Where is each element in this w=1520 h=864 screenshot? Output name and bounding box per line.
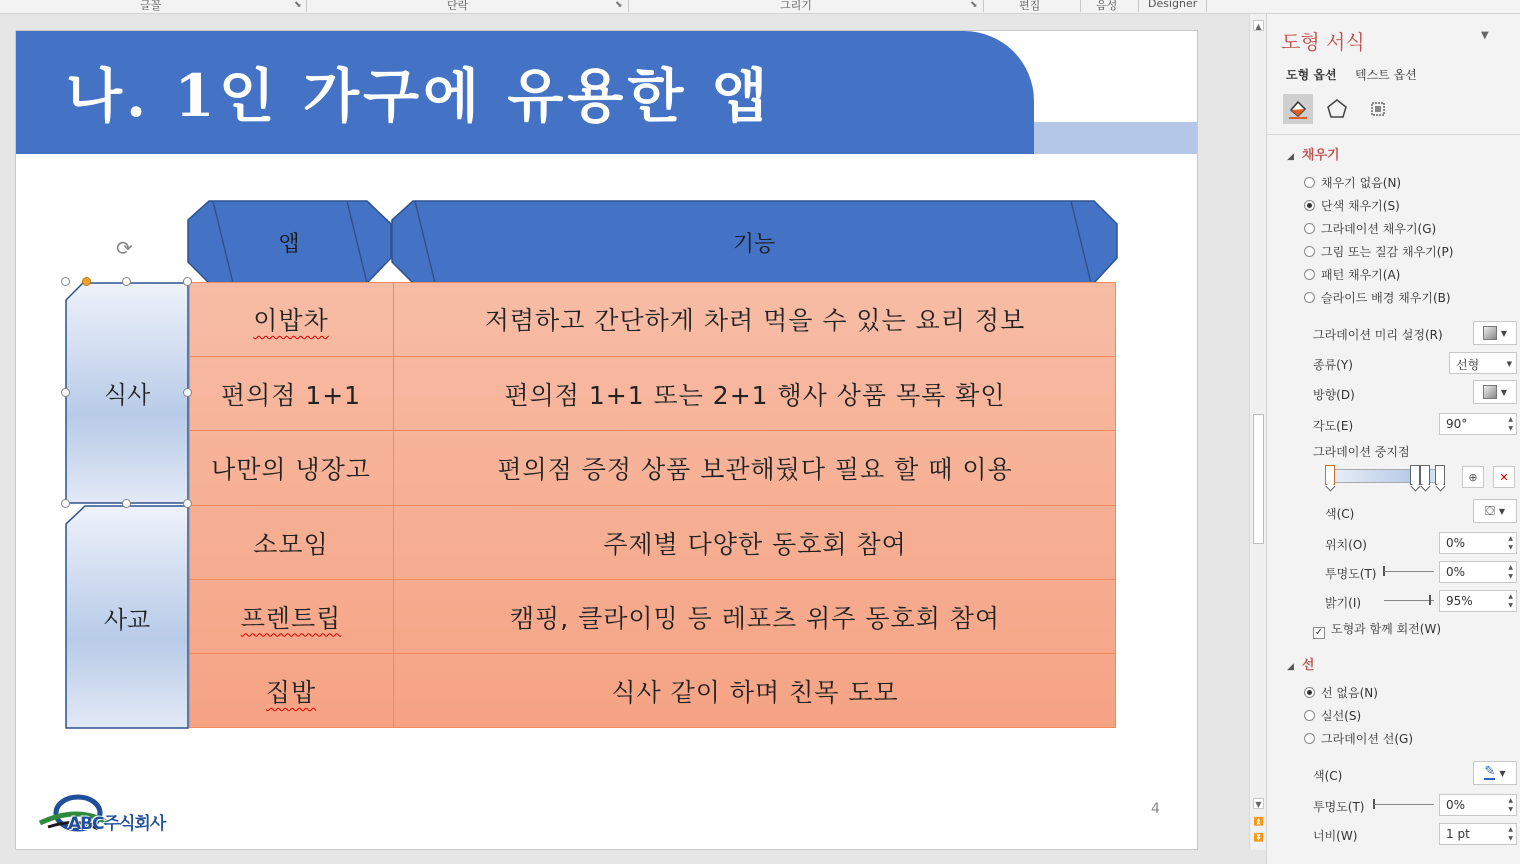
fill-heading: 채우기	[1301, 148, 1340, 163]
line-transparency-label: 투명도(T)	[1313, 800, 1365, 814]
gradient-direction-dropdown[interactable]: ▼	[1473, 380, 1517, 404]
title-accent-strip	[1034, 122, 1198, 154]
radio-gradient-fill[interactable]	[1304, 220, 1436, 237]
radio-label: 그림 또는 질감 채우기(P)	[1321, 245, 1454, 259]
spin-up-icon[interactable]: ▲	[1508, 593, 1513, 600]
table-cell-app[interactable]	[189, 654, 393, 728]
gradient-angle-spinner[interactable]	[1439, 413, 1517, 435]
remove-gradient-stop-icon[interactable]: ✕	[1493, 466, 1515, 488]
brightness-slider[interactable]	[1384, 600, 1434, 601]
spin-up-icon[interactable]: ▲	[1508, 564, 1513, 571]
slide[interactable]	[15, 30, 1198, 850]
line-heading: 선	[1301, 658, 1315, 673]
radio-label: 슬라이드 배경 채우기(B)	[1321, 291, 1451, 305]
table-cell-function[interactable]: 편의점 1+1 또는 2+1 행사 상품 목록 확인	[504, 380, 1006, 410]
ribbon-separator	[306, 0, 307, 12]
pane-title: 도형 서식	[1281, 30, 1365, 54]
stop-transparency-spinner[interactable]	[1439, 561, 1517, 583]
line-transparency-slider[interactable]	[1374, 804, 1434, 805]
radio-button[interactable]	[1304, 292, 1315, 303]
radio-label: 선 없음(N)	[1321, 686, 1378, 700]
scrollbar-thumb[interactable]	[1253, 414, 1264, 544]
stop-brightness-label: 밝기(I)	[1325, 596, 1362, 610]
scroll-down-arrow-icon[interactable]: ▼	[1253, 798, 1264, 809]
paint-bucket-icon: ⛋	[1484, 503, 1495, 519]
collapse-triangle-icon: ◢	[1287, 662, 1294, 672]
pane-divider	[1267, 134, 1520, 135]
line-width-spinner[interactable]	[1439, 823, 1517, 845]
line-transparency-spinner[interactable]	[1439, 794, 1517, 816]
radio-label: 그라데이션 선(G)	[1321, 732, 1414, 746]
resize-handle[interactable]	[122, 277, 131, 286]
pane-options-chevron-icon[interactable]: ▼	[1481, 30, 1489, 41]
radio-button[interactable]	[1304, 733, 1315, 744]
table-cell-function[interactable]: 저렴하고 간단하게 차려 먹을 수 있는 요리 정보	[484, 306, 1026, 335]
transparency-slider[interactable]	[1384, 571, 1434, 572]
spin-up-icon[interactable]: ▲	[1508, 416, 1513, 423]
radio-solid-fill[interactable]	[1304, 197, 1400, 214]
radio-slide-background-fill[interactable]	[1304, 289, 1451, 306]
category-social[interactable]: 사교	[103, 605, 151, 634]
spin-up-icon[interactable]: ▲	[1508, 797, 1513, 804]
rotate-handle-icon[interactable]: ⟳	[116, 236, 133, 260]
table-cell-app[interactable]: 편의점 1+1	[220, 380, 362, 410]
radio-label: 단색 채우기(S)	[1321, 199, 1400, 213]
adjust-handle[interactable]	[82, 277, 91, 286]
stop-position-spinner[interactable]	[1439, 532, 1517, 554]
spinner-value: 0%	[1446, 536, 1466, 550]
resize-handle[interactable]	[122, 499, 131, 508]
resize-handle[interactable]	[183, 277, 192, 286]
spin-down-icon[interactable]: ▼	[1508, 544, 1513, 551]
gradient-stop-handle[interactable]	[1410, 465, 1420, 485]
scroll-up-arrow-icon[interactable]: ▲	[1253, 20, 1264, 31]
add-gradient-stop-icon[interactable]: ⊕	[1462, 466, 1484, 488]
table-cell-function[interactable]: 캠핑, 클라이밍 등 레포츠 위주 동호회 참여	[509, 603, 1001, 633]
pen-color-icon: ✎	[1484, 764, 1496, 779]
ribbon-group-editing: 편집	[1019, 0, 1041, 12]
previous-slide-icon[interactable]: ⏫	[1253, 817, 1264, 826]
radio-button[interactable]	[1304, 223, 1315, 234]
ribbon-group-font: 글꼴	[140, 0, 162, 12]
spin-down-icon[interactable]: ▼	[1508, 602, 1513, 609]
slide-canvas[interactable]	[0, 14, 1248, 850]
gradient-swatch-icon	[1483, 326, 1497, 340]
next-slide-icon[interactable]: ⏬	[1253, 833, 1264, 842]
spinner-value: 1 pt	[1446, 827, 1470, 841]
ribbon-group-paragraph: 단락	[447, 0, 469, 12]
line-color-dropdown[interactable]: ✎ ▼	[1473, 761, 1517, 785]
stop-color-dropdown[interactable]: ⛋ ▼	[1473, 499, 1517, 523]
spinner-value: 95%	[1446, 594, 1473, 608]
radio-button-selected[interactable]	[1304, 200, 1315, 211]
table-cell-function[interactable]: 주제별 다양한 동호회 참여	[603, 529, 907, 559]
gradient-preset-label: 그라데이션 미리 설정(R)	[1313, 328, 1443, 342]
app-name: 이밥차	[253, 306, 329, 335]
gradient-type-label: 종류(Y)	[1313, 358, 1353, 372]
slider-thumb[interactable]	[1429, 595, 1431, 605]
slide-page-number: 4	[1151, 801, 1160, 817]
ribbon-separator	[628, 0, 629, 12]
function-text: 편의점 증정 상품 보관해뒀다 필요 할 때 이용	[497, 455, 1013, 484]
table-cell-app[interactable]	[189, 282, 393, 356]
rotate-with-shape-checkbox[interactable]	[1313, 620, 1441, 639]
vertical-scrollbar[interactable]	[1249, 14, 1266, 850]
gradient-angle-label: 각도(E)	[1313, 419, 1354, 433]
paragraph-dialog-launcher-icon[interactable]: ⬊	[615, 0, 623, 10]
gradient-direction-label: 방향(D)	[1313, 388, 1355, 402]
ribbon-separator	[1080, 0, 1081, 12]
line-width-label: 너비(W)	[1313, 829, 1358, 843]
ribbon-separator	[1138, 0, 1139, 12]
ribbon-separator	[983, 0, 984, 12]
resize-handle[interactable]	[183, 499, 192, 508]
canvas-bottom-area	[0, 850, 1248, 864]
gradient-stop-handle[interactable]	[1325, 465, 1335, 485]
radio-button[interactable]	[1304, 246, 1315, 257]
table-cell-function[interactable]: 식사 같이 하며 친목 도모	[611, 678, 899, 707]
radio-picture-fill[interactable]	[1304, 243, 1453, 260]
table-cell-app[interactable]: 소모임	[253, 529, 329, 559]
spin-down-icon[interactable]: ▼	[1508, 806, 1513, 813]
spinner-value: 0%	[1446, 565, 1466, 579]
app-name: 프렌트립	[240, 603, 342, 633]
spin-down-icon[interactable]: ▼	[1508, 835, 1513, 842]
stop-position-label: 위치(O)	[1325, 538, 1367, 552]
resize-handle[interactable]	[61, 499, 70, 508]
ribbon-group-designer: Designer	[1148, 0, 1198, 10]
spin-up-icon[interactable]: ▲	[1508, 535, 1513, 542]
gradient-stop-handle[interactable]	[1420, 465, 1430, 485]
stop-color-label: 색(C)	[1325, 507, 1355, 521]
resize-handle[interactable]	[183, 388, 192, 397]
stop-transparency-label: 투명도(T)	[1325, 567, 1377, 581]
fill-section-header[interactable]	[1287, 144, 1340, 163]
category-meal[interactable]: 식사	[103, 381, 151, 409]
radio-label: 채우기 없음(N)	[1321, 176, 1402, 190]
table-cell-function[interactable]	[394, 431, 1116, 505]
radio-pattern-fill[interactable]	[1304, 266, 1400, 283]
stop-brightness-spinner[interactable]	[1439, 590, 1517, 612]
resize-handle[interactable]	[61, 388, 70, 397]
chevron-down-icon: ▼	[1506, 360, 1512, 368]
spinner-value: 90°	[1446, 417, 1468, 431]
radio-gradient-line[interactable]	[1304, 730, 1413, 747]
tab-shape-options[interactable]: 도형 옵션	[1286, 68, 1337, 82]
effects-pentagon-icon[interactable]	[1322, 94, 1352, 124]
app-name: 집밥	[265, 678, 317, 707]
table-cell-app[interactable]: 나만의 냉장고	[211, 455, 371, 484]
radio-label: 패턴 채우기(A)	[1321, 268, 1401, 282]
radio-button-selected[interactable]	[1304, 687, 1315, 698]
spin-up-icon[interactable]: ▲	[1508, 826, 1513, 833]
line-section-header[interactable]	[1287, 654, 1314, 673]
radio-no-fill[interactable]	[1304, 174, 1401, 191]
select-value: 선형	[1456, 358, 1480, 372]
resize-handle[interactable]	[61, 277, 70, 286]
ribbon-separator	[1206, 0, 1207, 12]
checkbox-checked-icon[interactable]: ✓	[1314, 627, 1324, 638]
fill-line-icon[interactable]	[1283, 94, 1313, 124]
spin-down-icon[interactable]: ▼	[1508, 425, 1513, 432]
checkbox-label: 도형과 함께 회전(W)	[1331, 622, 1442, 636]
radio-button[interactable]	[1304, 710, 1315, 721]
drawing-dialog-launcher-icon[interactable]: ⬊	[970, 0, 978, 10]
collapse-triangle-icon: ◢	[1287, 152, 1294, 162]
gradient-stops-label: 그라데이션 중지점	[1313, 445, 1410, 459]
gradient-preset-dropdown[interactable]: ▼	[1473, 321, 1517, 345]
ribbon-group-labels	[0, 0, 1520, 14]
tab-text-options[interactable]: 텍스트 옵션	[1355, 68, 1417, 82]
radio-button[interactable]	[1304, 177, 1315, 188]
radio-no-line[interactable]	[1304, 684, 1378, 701]
radio-label: 그라데이션 채우기(G)	[1321, 222, 1437, 236]
spin-down-icon[interactable]: ▼	[1508, 573, 1513, 580]
line-color-label: 색(C)	[1313, 769, 1343, 783]
ribbon-group-voice: 음성	[1096, 0, 1118, 12]
radio-button[interactable]	[1304, 269, 1315, 280]
header-app: 앱	[278, 232, 300, 257]
logo-text: ABC주식회사	[68, 814, 166, 834]
spinner-value: 0%	[1446, 798, 1466, 812]
font-dialog-launcher-icon[interactable]: ⬊	[294, 0, 302, 10]
company-logo	[38, 793, 183, 837]
gradient-stop-handle[interactable]	[1435, 465, 1445, 485]
format-shape-pane	[1266, 14, 1520, 864]
ribbon-group-drawing: 그리기	[780, 0, 812, 12]
size-properties-icon[interactable]	[1363, 94, 1393, 124]
header-function: 기능	[732, 232, 776, 257]
radio-label: 실선(S)	[1321, 709, 1362, 723]
slide-title[interactable]: 나. 1인 가구에 유용한 앱	[66, 62, 772, 130]
radio-solid-line[interactable]	[1304, 707, 1361, 724]
gradient-type-select[interactable]	[1449, 352, 1517, 374]
table-cell-app[interactable]	[189, 580, 393, 653]
gradient-swatch-icon	[1483, 385, 1497, 399]
